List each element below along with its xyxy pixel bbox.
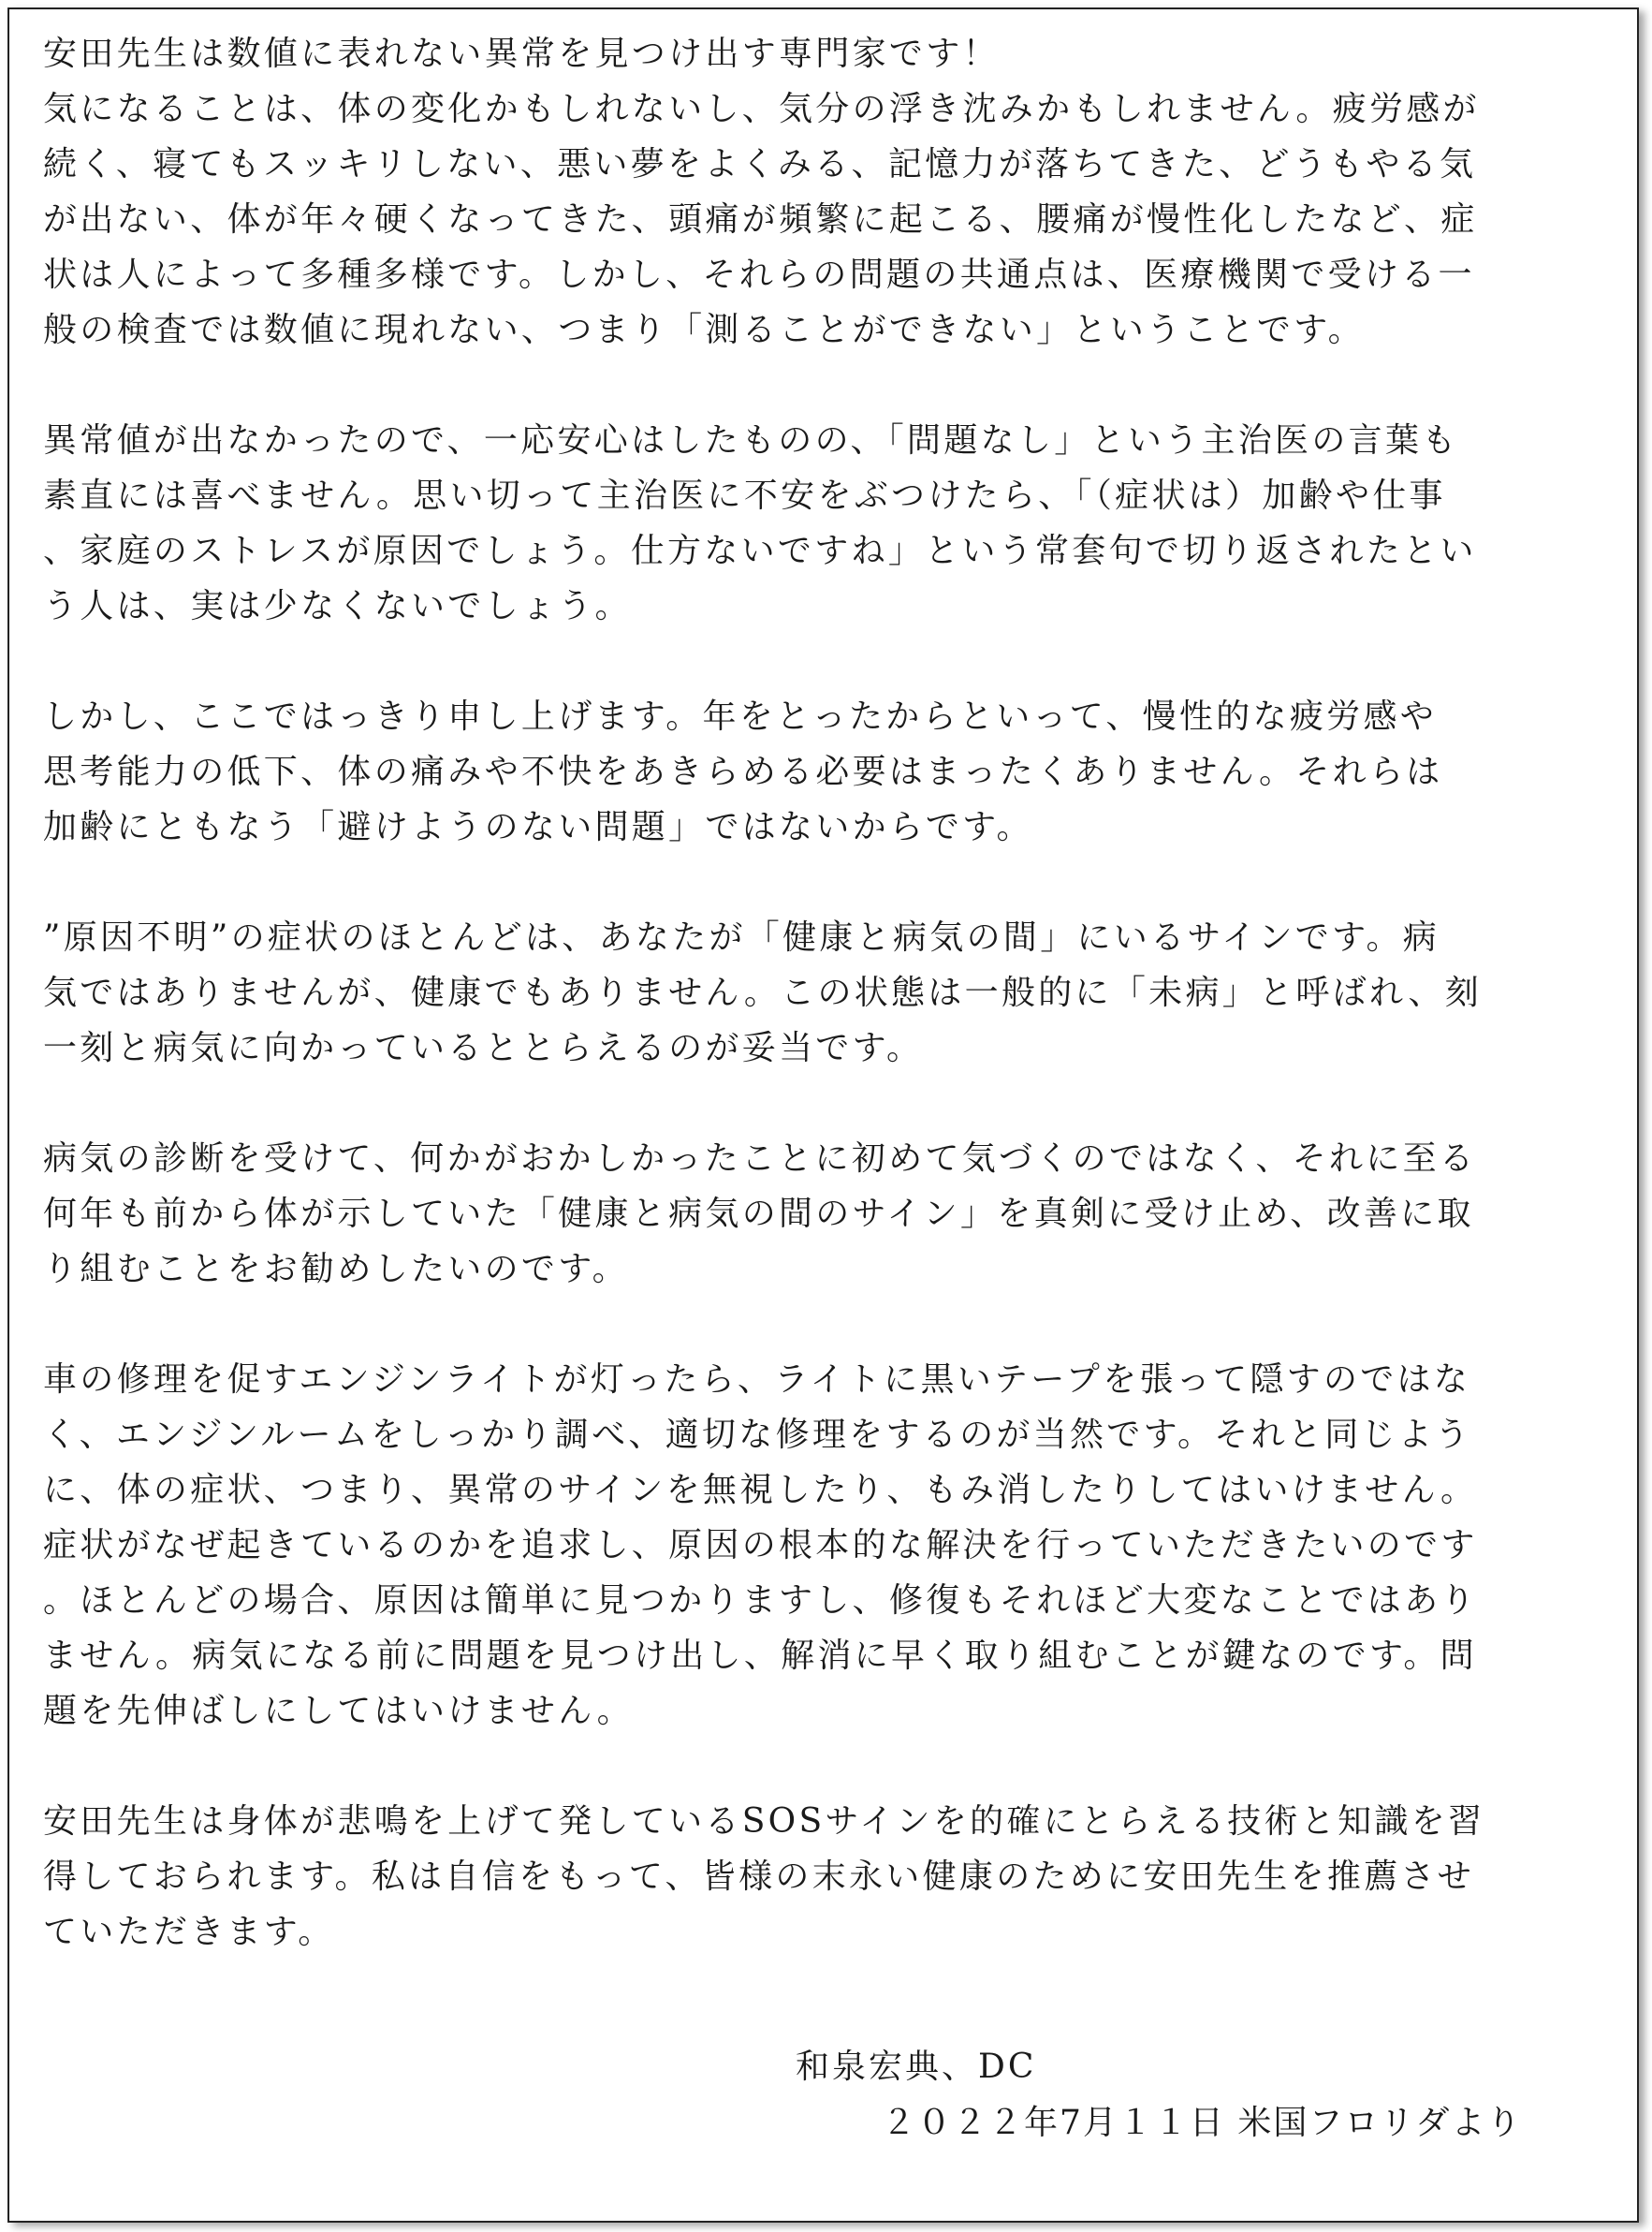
text-line: 何年も前から体が示していた「健康と病気の間のサイン」を真剣に受け止め、改善に取 [43, 1195, 1474, 1233]
text-line: 一刻と病気に向かっているととらえるのが妥当です。 [43, 1029, 924, 1067]
text-line: 安田先生は数値に表れない異常を見つけ出す専門家です！ [43, 35, 1000, 73]
text-line: 症状がなぜ起きているのかを追求し、原因の根本的な解決を行っていただきたいのです [43, 1526, 1478, 1564]
paragraph-gap [43, 358, 1625, 413]
paragraph-1 [43, 26, 1625, 358]
text-line: う人は、実は少なくないでしょう。 [43, 587, 632, 625]
paragraph-2 [43, 413, 1625, 634]
text-line: 得しておられます。私は自信をもって、皆様の末永い健康のために安田先生を推薦させ [43, 1858, 1475, 1896]
signature-date-place: ２０２２年7月１１日 米国フロリダより [882, 2104, 1523, 2142]
paragraph-gap [43, 1739, 1625, 1794]
paragraph-gap [43, 855, 1625, 910]
text-line: 続く、寝てもスッキリしない、悪い夢をよくみる、記憶力が落ちてきた、どうもやる気 [43, 145, 1477, 184]
signature-name: 和泉宏典、DC [796, 2048, 1037, 2086]
text-line: 安田先生は身体が悲鳴を上げて発しているSOSサインを的確にとらえる技術と知識を習 [43, 1802, 1485, 1841]
paragraph-4 [43, 910, 1625, 1076]
paragraph-gap [43, 1297, 1625, 1352]
text-line: 異常値が出なかったので、一応安心はしたものの、「問題なし」という主治医の言葉も [43, 421, 1459, 460]
text-line: ”原因不明”の症状のほとんどは、あなたが「健康と病気の間」にいるサインです。病 [43, 918, 1440, 957]
paragraph-3 [43, 689, 1625, 855]
paragraph-7 [43, 1794, 1625, 1960]
text-line: しかし、ここではっきり申し上げます。年をとったからといって、慢性的な疲労感や [43, 698, 1438, 736]
text-line: ません。病気になる前に問題を見つけ出し、解消に早く取り組むことが鍵なのです。問 [43, 1637, 1477, 1675]
text-line: 加齢にともなう「避けようのない問題」ではないからです。 [43, 808, 1033, 846]
text-line: 般の検査では数値に現れない、つまり「測ることができない」ということです。 [43, 311, 1365, 349]
letter-body [43, 26, 1625, 1960]
paragraph-gap [43, 634, 1625, 689]
text-line: 病気の診断を受けて、何かがおかしかったことに初めて気づくのではなく、それに至る [43, 1139, 1477, 1178]
paragraph-5 [43, 1131, 1625, 1297]
text-line: に、体の症状、つまり、異常のサインを無視したり、もみ消したりしてはいけません。 [43, 1471, 1478, 1509]
text-line: 素直には喜べません。思い切って主治医に不安をぶつけたら、「（症状は）加齢や仕事 [43, 477, 1446, 515]
text-line: く、エンジンルームをしっかり調べ、適切な修理をするのが当然です。それと同じよう [43, 1416, 1472, 1454]
text-line: 題を先伸ばしにしてはいけません。 [43, 1692, 634, 1730]
text-line: 車の修理を促すエンジンライトが灯ったら、ライトに黒いテープを張って隠すのではな [43, 1360, 1471, 1399]
text-line: 状は人によって多種多様です。しかし、それらの問題の共通点は、医療機関で受ける一 [43, 256, 1475, 294]
text-line: 気になることは、体の変化かもしれないし、気分の浮き沈みかもしれません。疲労感が [43, 90, 1480, 128]
text-line: 。ほとんどの場合、原因は簡単に見つかりますし、修復もそれほど大変なことではあり [43, 1581, 1478, 1620]
text-line: 思考能力の低下、体の痛みや不快をあきらめる必要はまったくありません。それらは [43, 753, 1443, 791]
letter-frame [7, 7, 1639, 2223]
text-line: り組むことをお勧めしたいのです。 [43, 1250, 629, 1288]
text-line: 、家庭のストレスが原因でしょう。仕方ないですね」という常套句で切り返されたとい [43, 532, 1477, 570]
paragraph-gap [43, 1076, 1625, 1131]
paragraph-6 [43, 1352, 1625, 1739]
text-line: が出ない、体が年々硬くなってきた、頭痛が頻繁に起こる、腰痛が慢性化したなど、症 [43, 200, 1478, 239]
text-line: 気ではありませんが、健康でもありません。この状態は一般的に「未病」と呼ばれ、刻 [43, 974, 1483, 1012]
text-line: ていただきます。 [43, 1913, 335, 1951]
